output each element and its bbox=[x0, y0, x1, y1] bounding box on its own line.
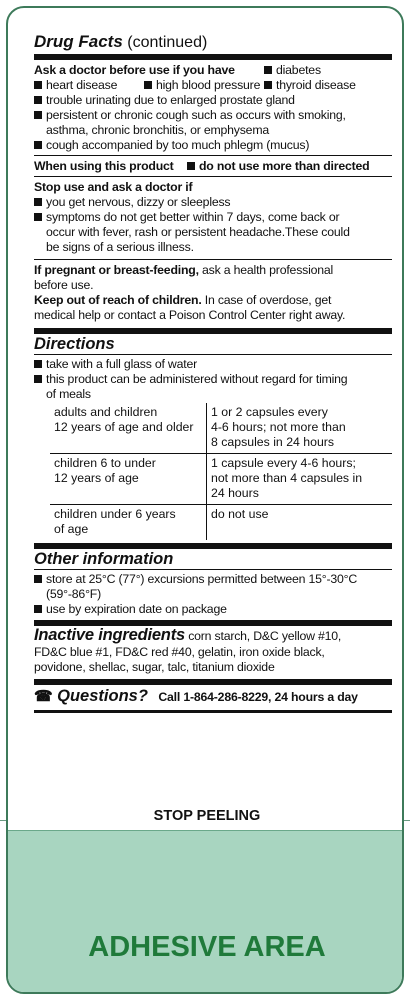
adhesive-area bbox=[8, 830, 404, 994]
list-item: heart disease bbox=[34, 78, 144, 93]
phone-icon: ☎ bbox=[34, 688, 53, 705]
questions-heading: Questions? bbox=[57, 687, 148, 705]
bullet-icon bbox=[34, 605, 42, 613]
keep-out-warning: Keep out of reach of children. In case of overdose, get bbox=[34, 293, 332, 307]
adhesive-area-label: ADHESIVE AREA bbox=[88, 931, 326, 963]
bullet-icon bbox=[144, 81, 152, 89]
ask-doctor-heading: Ask a doctor before use if you have bbox=[34, 63, 235, 77]
stop-peeling-label: STOP PEELING bbox=[153, 808, 261, 824]
when-using-section bbox=[34, 159, 392, 174]
bullet-icon bbox=[34, 575, 42, 583]
label-frame bbox=[6, 6, 404, 994]
list-item: store at 25°C (77°) excursions permitted between 15°-30°C bbox=[34, 572, 392, 587]
divider bbox=[34, 259, 392, 260]
bullet-icon bbox=[34, 213, 42, 221]
questions-phone: Call 1-864-286-8229, 24 hours a day bbox=[158, 690, 358, 704]
table-cell: 1 or 2 capsules every 4-6 hours; not more than 8 capsules in 24 hours bbox=[211, 405, 346, 449]
table-cell: do not use bbox=[207, 505, 393, 541]
divider bbox=[34, 176, 392, 177]
directions-heading: Directions bbox=[34, 335, 115, 353]
pregnant-warning-continued: before use. bbox=[34, 278, 94, 292]
when-using-item: do not use more than directed bbox=[187, 159, 369, 174]
pregnant-warning: If pregnant or breast-feeding, ask a health professional bbox=[34, 263, 334, 277]
table-row bbox=[50, 403, 392, 454]
divider bbox=[34, 54, 392, 60]
table-row bbox=[50, 505, 392, 541]
list-item: you get nervous, dizzy or sleepless bbox=[34, 195, 392, 210]
bullet-icon bbox=[34, 111, 42, 119]
list-item-continued: occur with fever, rash or persistent headache.These could bbox=[46, 225, 350, 239]
bullet-icon bbox=[264, 66, 272, 74]
list-item-continued: (59°-86°F) bbox=[46, 587, 101, 601]
directions-section bbox=[34, 334, 392, 540]
drug-facts-continued: (continued) bbox=[127, 34, 208, 51]
list-item: this product can be administered without regard for timing bbox=[34, 372, 392, 387]
list-item-continued: of meals bbox=[46, 387, 91, 401]
stop-use-heading: Stop use and ask a doctor if bbox=[34, 180, 193, 194]
inactive-ingredients-heading: Inactive ingredients bbox=[34, 626, 185, 644]
stop-use-section bbox=[34, 180, 392, 255]
list-item-continued: be signs of a serious illness. bbox=[46, 240, 194, 254]
questions-section bbox=[34, 685, 392, 708]
drug-facts-title: Drug Facts bbox=[34, 32, 123, 51]
ask-doctor-section bbox=[34, 63, 392, 153]
list-item: diabetes bbox=[264, 63, 321, 78]
bullet-icon bbox=[34, 360, 42, 368]
keep-out-warning-continued: medical help or contact a Poison Control Center right away. bbox=[34, 308, 346, 322]
divider bbox=[34, 569, 392, 570]
warnings-section bbox=[34, 263, 392, 323]
bullet-icon bbox=[34, 375, 42, 383]
bullet-icon bbox=[264, 81, 272, 89]
dosage-table bbox=[50, 403, 392, 540]
list-item: high blood pressure bbox=[144, 78, 264, 93]
bullet-icon bbox=[187, 162, 195, 170]
bullet-icon bbox=[34, 81, 42, 89]
list-item-continued: asthma, chronic bronchitis, or emphysema bbox=[46, 123, 270, 137]
bullet-icon bbox=[34, 198, 42, 206]
other-information-heading: Other information bbox=[34, 550, 174, 568]
bullet-icon bbox=[34, 141, 42, 149]
list-item: thyroid disease bbox=[264, 78, 356, 93]
list-item: symptoms do not get better within 7 days, come back or bbox=[34, 210, 392, 225]
list-item: use by expiration date on package bbox=[34, 602, 392, 617]
table-cell: children under 6 years of age bbox=[50, 505, 207, 541]
list-item: persistent or chronic cough such as occurs with smoking, bbox=[34, 108, 392, 123]
bullet-icon bbox=[34, 96, 42, 104]
list-item: trouble urinating due to enlarged prostate gland bbox=[34, 93, 392, 108]
divider bbox=[34, 354, 392, 355]
inactive-ingredients-section: Inactive ingredients corn starch, D&C yellow #10, FD&C blue #1, FD&C red #40, gelatin, iron oxide black, povidone, shellac, sugar, talc, titanium dioxide bbox=[34, 626, 342, 674]
table-cell: children 6 to under 12 years of age bbox=[50, 454, 207, 505]
divider bbox=[34, 710, 392, 713]
divider bbox=[34, 155, 392, 156]
drug-facts-panel bbox=[34, 30, 392, 713]
table-cell: adults and children 12 years of age and older bbox=[50, 403, 207, 454]
table-row bbox=[50, 454, 392, 505]
list-item: take with a full glass of water bbox=[34, 357, 392, 372]
drug-facts-heading bbox=[34, 30, 392, 54]
list-item: cough accompanied by too much phlegm (mucus) bbox=[34, 138, 392, 153]
other-information-section bbox=[34, 549, 392, 617]
table-cell: 1 capsule every 4-6 hours; not more than 4 capsules in 24 hours bbox=[207, 454, 393, 505]
when-using-heading: When using this product bbox=[34, 159, 174, 173]
